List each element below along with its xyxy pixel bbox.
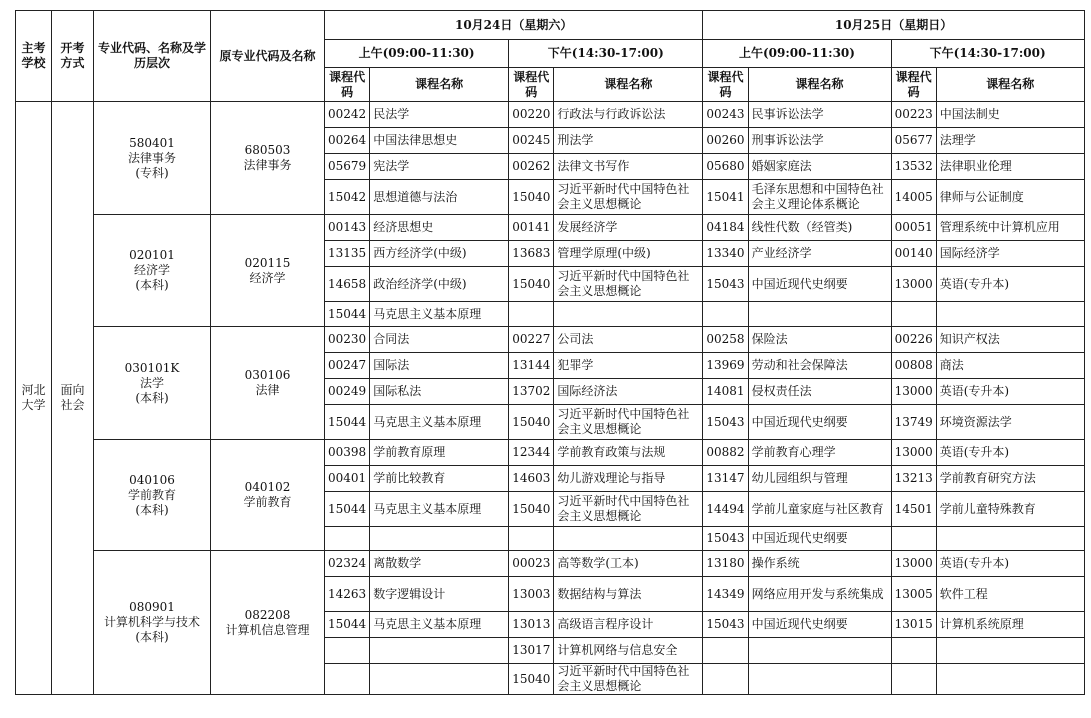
course-name: 律师与公证制度 — [936, 180, 1084, 215]
major-line: 法学 — [139, 375, 164, 390]
course-code: 00247 — [325, 353, 370, 379]
course-name: 管理系统中计算机应用 — [936, 215, 1084, 241]
course-code — [325, 664, 370, 695]
course-name — [748, 664, 891, 695]
course-name: 高级语言程序设计 — [554, 612, 703, 638]
header-course-code: 课程代码 — [703, 68, 748, 102]
course-name — [936, 302, 1084, 327]
course-name: 操作系统 — [748, 551, 891, 577]
course-name: 幼儿园组织与管理 — [748, 466, 891, 492]
header-course-name: 课程名称 — [370, 68, 509, 102]
course-code: 13147 — [703, 466, 748, 492]
course-code: 02324 — [325, 551, 370, 577]
course-name: 学前儿童家庭与社区教育 — [748, 492, 891, 527]
course-code: 13969 — [703, 353, 748, 379]
course-code: 05679 — [325, 154, 370, 180]
course-code: 00398 — [325, 440, 370, 466]
course-code: 13003 — [509, 577, 554, 612]
course-name: 中国近现代史纲要 — [748, 405, 891, 440]
course-code: 00245 — [509, 128, 554, 154]
orig-major-cell — [211, 102, 325, 215]
course-name: 知识产权法 — [936, 327, 1084, 353]
course-name: 宪法学 — [370, 154, 509, 180]
course-code — [891, 638, 936, 664]
course-code — [509, 527, 554, 551]
course-code: 13532 — [891, 154, 936, 180]
course-code — [703, 664, 748, 695]
header-course-code: 课程代码 — [891, 68, 936, 102]
course-code: 14005 — [891, 180, 936, 215]
orig-major-line: 040102 — [244, 480, 291, 494]
course-name — [370, 527, 509, 551]
course-name: 法律职业伦理 — [936, 154, 1084, 180]
course-name: 学前教育原理 — [370, 440, 509, 466]
course-code: 13000 — [891, 440, 936, 466]
course-name: 国际私法 — [370, 379, 509, 405]
major-line: 法律事务 — [127, 150, 176, 165]
course-code: 15040 — [509, 405, 554, 440]
course-name: 劳动和社会保障法 — [748, 353, 891, 379]
course-code: 00220 — [509, 102, 554, 128]
course-name — [936, 638, 1084, 664]
course-name — [554, 302, 703, 327]
course-name: 发展经济学 — [554, 215, 703, 241]
header-major: 专业代码、名称及学历层次 — [94, 11, 211, 102]
header-orig-major: 原专业代码及名称 — [211, 11, 325, 102]
course-name: 中国近现代史纲要 — [748, 612, 891, 638]
course-name: 侵权责任法 — [748, 379, 891, 405]
major-cell — [94, 102, 211, 215]
orig-major-line: 020115 — [244, 255, 291, 270]
course-code: 13005 — [891, 577, 936, 612]
course-name: 学前教育心理学 — [748, 440, 891, 466]
course-name — [936, 664, 1084, 695]
header-mode: 开考方式 — [52, 11, 94, 102]
course-code: 00140 — [891, 241, 936, 267]
table-row — [16, 551, 1085, 577]
table-row — [16, 327, 1085, 353]
course-code: 15043 — [703, 267, 748, 302]
course-name: 习近平新时代中国特色社会主义思想概论 — [554, 664, 703, 695]
course-name: 刑法学 — [554, 128, 703, 154]
major-cell — [94, 327, 211, 440]
major-line: 计算机科学与技术 — [103, 615, 200, 629]
course-name: 马克思主义基本原理 — [370, 302, 509, 327]
table-row — [16, 215, 1085, 241]
course-code — [325, 527, 370, 551]
course-code: 13180 — [703, 551, 748, 577]
course-name: 软件工程 — [936, 577, 1084, 612]
course-name: 犯罪学 — [554, 353, 703, 379]
course-name: 产业经济学 — [748, 241, 891, 267]
orig-major-line: 680503 — [244, 143, 291, 157]
table-row — [16, 102, 1085, 128]
course-name: 行政法与行政诉讼法 — [554, 102, 703, 128]
major-line: (本科) — [135, 630, 169, 644]
course-name — [936, 527, 1084, 551]
course-name: 婚姻家庭法 — [748, 154, 891, 180]
orig-major-line: 法律 — [255, 383, 280, 397]
course-code: 14501 — [891, 492, 936, 527]
course-code: 15040 — [509, 664, 554, 695]
course-code: 13340 — [703, 241, 748, 267]
course-code: 15040 — [509, 492, 554, 527]
exam-schedule-table — [15, 10, 1085, 695]
course-code: 00249 — [325, 379, 370, 405]
course-code: 15040 — [509, 180, 554, 215]
orig-major-cell — [211, 440, 325, 551]
course-name: 民法学 — [370, 102, 509, 128]
course-code — [891, 302, 936, 327]
course-code: 13000 — [891, 267, 936, 302]
course-name: 西方经济学(中级) — [370, 241, 509, 267]
course-name: 中国近现代史纲要 — [748, 267, 891, 302]
header-day2-pm: 下午(14:30-17:00) — [891, 40, 1084, 68]
orig-major-cell — [211, 551, 325, 695]
course-code: 14494 — [703, 492, 748, 527]
orig-major-line: 法律事务 — [243, 158, 292, 172]
table-row — [16, 440, 1085, 466]
course-name: 英语(专升本) — [936, 551, 1084, 577]
major-line: 030101K — [124, 360, 180, 375]
course-name: 计算机网络与信息安全 — [554, 638, 703, 664]
course-name: 国际经济学 — [936, 241, 1084, 267]
major-line: 学前教育 — [127, 487, 176, 502]
major-cell — [94, 215, 211, 327]
course-code: 00882 — [703, 440, 748, 466]
header-day2: 10月25日（星期日） — [703, 11, 1084, 40]
course-name: 高等数学(工本) — [554, 551, 703, 577]
course-code: 15041 — [703, 180, 748, 215]
orig-major-line: 082208 — [244, 607, 291, 622]
major-line: 040106 — [129, 472, 175, 487]
major-line: (本科) — [135, 278, 169, 292]
course-code: 00808 — [891, 353, 936, 379]
course-name: 刑事诉讼法学 — [748, 128, 891, 154]
course-code: 13135 — [325, 241, 370, 267]
course-name: 民事诉讼法学 — [748, 102, 891, 128]
orig-major-cell — [211, 327, 325, 440]
course-code: 14658 — [325, 267, 370, 302]
course-code — [891, 664, 936, 695]
header-day1-pm: 下午(14:30-17:00) — [509, 40, 703, 68]
exam-mode-cell: 面向社会 — [52, 102, 94, 695]
course-name: 马克思主义基本原理 — [370, 612, 509, 638]
course-name: 学前教育政策与法规 — [554, 440, 703, 466]
course-code: 15044 — [325, 612, 370, 638]
course-code: 15044 — [325, 405, 370, 440]
major-line: 020101 — [129, 248, 175, 262]
course-name: 学前儿童特殊教育 — [936, 492, 1084, 527]
course-code: 14263 — [325, 577, 370, 612]
course-code: 15043 — [703, 405, 748, 440]
course-code: 15042 — [325, 180, 370, 215]
course-name: 马克思主义基本原理 — [370, 492, 509, 527]
course-code: 05677 — [891, 128, 936, 154]
course-code: 00051 — [891, 215, 936, 241]
course-code: 15043 — [703, 527, 748, 551]
course-code: 00258 — [703, 327, 748, 353]
course-code — [325, 638, 370, 664]
course-name: 英语(专升本) — [936, 379, 1084, 405]
course-code: 13213 — [891, 466, 936, 492]
orig-major-cell — [211, 215, 325, 327]
course-name: 习近平新时代中国特色社会主义思想概论 — [554, 180, 703, 215]
course-name: 保险法 — [748, 327, 891, 353]
course-code: 13017 — [509, 638, 554, 664]
course-code: 15044 — [325, 492, 370, 527]
course-name: 环境资源法学 — [936, 405, 1084, 440]
course-code: 00401 — [325, 466, 370, 492]
course-code — [703, 302, 748, 327]
course-code: 15044 — [325, 302, 370, 327]
course-name: 计算机系统原理 — [936, 612, 1084, 638]
course-name: 合同法 — [370, 327, 509, 353]
course-code: 00230 — [325, 327, 370, 353]
course-name: 习近平新时代中国特色社会主义思想概论 — [554, 405, 703, 440]
major-line: 580401 — [129, 135, 175, 150]
course-name — [554, 527, 703, 551]
course-code: 13683 — [509, 241, 554, 267]
orig-major-line: 030106 — [244, 368, 291, 382]
orig-major-line: 学前教育 — [243, 495, 292, 509]
header-day1: 10月24日（星期六） — [325, 11, 703, 40]
course-code: 00243 — [703, 102, 748, 128]
course-name: 英语(专升本) — [936, 440, 1084, 466]
course-code — [891, 527, 936, 551]
course-name: 幼儿游戏理论与指导 — [554, 466, 703, 492]
orig-major-line: 经济学 — [249, 270, 286, 285]
header-day1-am: 上午(09:00-11:30) — [325, 40, 509, 68]
major-line: (专科) — [135, 165, 169, 180]
course-code: 00262 — [509, 154, 554, 180]
course-code: 14603 — [509, 466, 554, 492]
course-name — [748, 638, 891, 664]
school-cell: 河北大学 — [16, 102, 52, 695]
header-course-code: 课程代码 — [509, 68, 554, 102]
course-code: 00023 — [509, 551, 554, 577]
course-name: 管理学原理(中级) — [554, 241, 703, 267]
course-name: 国际经济法 — [554, 379, 703, 405]
major-cell — [94, 551, 211, 695]
course-name — [370, 638, 509, 664]
course-name: 学前教育研究方法 — [936, 466, 1084, 492]
course-code: 15040 — [509, 267, 554, 302]
course-name: 法理学 — [936, 128, 1084, 154]
major-line: (本科) — [135, 502, 169, 517]
course-name: 中国近现代史纲要 — [748, 527, 891, 551]
course-code: 13749 — [891, 405, 936, 440]
course-code: 00264 — [325, 128, 370, 154]
schedule-body — [16, 102, 1085, 695]
course-name: 学前比较教育 — [370, 466, 509, 492]
course-name: 线性代数（经管类) — [748, 215, 891, 241]
course-code — [509, 302, 554, 327]
course-code: 12344 — [509, 440, 554, 466]
course-name: 公司法 — [554, 327, 703, 353]
course-code — [703, 638, 748, 664]
course-code: 00226 — [891, 327, 936, 353]
course-code: 13144 — [509, 353, 554, 379]
course-code: 00242 — [325, 102, 370, 128]
course-code: 04184 — [703, 215, 748, 241]
header-course-name: 课程名称 — [554, 68, 703, 102]
header-day2-am: 上午(09:00-11:30) — [703, 40, 891, 68]
course-name — [370, 664, 509, 695]
course-code: 15043 — [703, 612, 748, 638]
course-code: 13000 — [891, 379, 936, 405]
course-name: 数字逻辑设计 — [370, 577, 509, 612]
course-code: 13015 — [891, 612, 936, 638]
course-name: 经济思想史 — [370, 215, 509, 241]
course-name — [748, 302, 891, 327]
course-code: 13000 — [891, 551, 936, 577]
course-name: 网络应用开发与系统集成 — [748, 577, 891, 612]
header-course-name: 课程名称 — [748, 68, 891, 102]
course-name: 思想道德与法治 — [370, 180, 509, 215]
course-name: 商法 — [936, 353, 1084, 379]
course-name: 国际法 — [370, 353, 509, 379]
course-code: 13702 — [509, 379, 554, 405]
course-name: 中国法制史 — [936, 102, 1084, 128]
course-name: 习近平新时代中国特色社会主义思想概论 — [554, 267, 703, 302]
major-line: 经济学 — [133, 263, 170, 277]
orig-major-line: 计算机信息管理 — [225, 622, 310, 637]
course-code: 00260 — [703, 128, 748, 154]
course-name: 数据结构与算法 — [554, 577, 703, 612]
course-code: 00227 — [509, 327, 554, 353]
major-line: 080901 — [129, 600, 175, 614]
course-name: 毛泽东思想和中国特色社会主义理论体系概论 — [748, 180, 891, 215]
course-code: 00143 — [325, 215, 370, 241]
course-code: 14349 — [703, 577, 748, 612]
course-code: 00141 — [509, 215, 554, 241]
course-code: 14081 — [703, 379, 748, 405]
course-name: 英语(专升本) — [936, 267, 1084, 302]
course-name: 法律文书写作 — [554, 154, 703, 180]
header-course-name: 课程名称 — [936, 68, 1084, 102]
course-code: 05680 — [703, 154, 748, 180]
course-name: 离散数学 — [370, 551, 509, 577]
course-code: 00223 — [891, 102, 936, 128]
course-name: 中国法律思想史 — [370, 128, 509, 154]
header-school: 主考学校 — [16, 11, 52, 102]
major-line: (本科) — [135, 390, 169, 405]
major-cell — [94, 440, 211, 551]
course-code: 13013 — [509, 612, 554, 638]
header-course-code: 课程代码 — [325, 68, 370, 102]
course-name: 习近平新时代中国特色社会主义思想概论 — [554, 492, 703, 527]
course-name: 政治经济学(中级) — [370, 267, 509, 302]
course-name: 马克思主义基本原理 — [370, 405, 509, 440]
